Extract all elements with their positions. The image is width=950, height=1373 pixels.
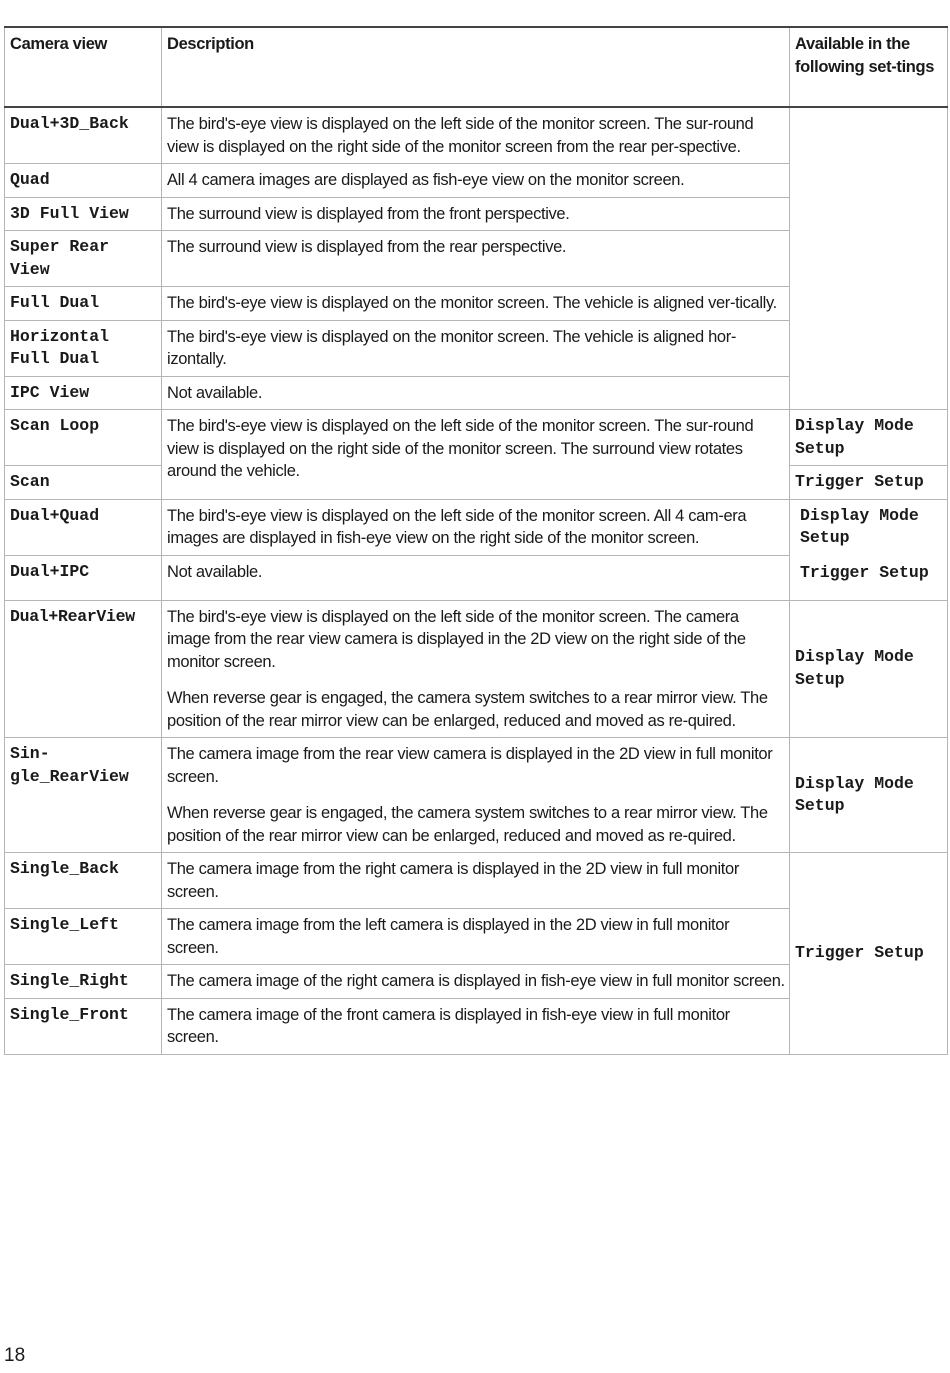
table-row xyxy=(5,499,948,555)
description-cell: The camera image from the rear view camera is displayed in the 2D view in full monitor screen. When reverse gear is engaged, the camera system switches to a rear mirror view. The position of the rear mirror view can be enlarged, reduced and moved as re-quired. xyxy=(162,738,790,853)
description-cell: The camera image from the left camera is displayed in the 2D view in full monitor screen. xyxy=(162,909,790,965)
table-row xyxy=(5,600,948,738)
settings-cell: Trigger Setup xyxy=(790,466,948,500)
camera-view-cell: IPC View xyxy=(5,376,162,410)
table-row xyxy=(5,107,948,164)
description-cell: The bird's-eye view is displayed on the left side of the monitor screen. The sur-round view is displayed on the right side of the monitor screen from the rear per-spective. xyxy=(162,107,790,164)
table-row xyxy=(5,410,948,466)
header-camera-view: Camera view xyxy=(5,27,162,107)
camera-view-cell: Single_Left xyxy=(5,909,162,965)
camera-view-cell: Single_Back xyxy=(5,853,162,909)
camera-view-cell: Dual+IPC xyxy=(5,555,162,600)
camera-view-cell: Dual+RearView xyxy=(5,600,162,738)
camera-view-cell: Super Rear View xyxy=(5,231,162,287)
description-cell: The bird's-eye view is displayed on the left side of the monitor screen. The sur-round view is displayed on the right side of the monitor screen. The surround view rotates around the vehicle. xyxy=(162,410,790,500)
settings-display-mode: Display Mode Setup xyxy=(800,505,919,547)
camera-view-table xyxy=(4,26,948,1055)
camera-view-cell: Quad xyxy=(5,164,162,198)
camera-view-cell: Dual+3D_Back xyxy=(5,107,162,164)
camera-view-cell: Single_Front xyxy=(5,998,162,1054)
camera-view-cell: Single_Right xyxy=(5,965,162,999)
settings-cell-empty xyxy=(790,107,948,410)
settings-cell: Display Mode Setup xyxy=(790,738,948,853)
header-description: Description xyxy=(162,27,790,107)
description-cell: The camera image of the right camera is displayed in fish-eye view in full monitor screen. xyxy=(162,965,790,999)
camera-view-cell: Full Dual xyxy=(5,287,162,321)
description-cell: The bird's-eye view is displayed on the monitor screen. The vehicle is aligned hor-izontally. xyxy=(162,320,790,376)
page-number: 18 xyxy=(4,1345,26,1366)
table-header-row xyxy=(5,27,948,107)
description-cell: The surround view is displayed from the rear perspective. xyxy=(162,231,790,287)
table-row xyxy=(5,738,948,853)
description-cell: The bird's-eye view is displayed on the monitor screen. The vehicle is aligned ver-tically. xyxy=(162,287,790,321)
settings-trigger: Trigger Setup xyxy=(800,562,929,582)
header-available-settings: Available in the following set-tings xyxy=(790,27,948,107)
description-cell: The camera image of the front camera is displayed in fish-eye view in full monitor screen. xyxy=(162,998,790,1054)
description-cell: Not available. xyxy=(162,555,790,600)
settings-cell: Trigger Setup xyxy=(790,853,948,1055)
camera-view-cell: Sin-gle_RearView xyxy=(5,738,162,853)
description-cell: Not available. xyxy=(162,376,790,410)
camera-view-cell: Horizontal Full Dual xyxy=(5,320,162,376)
description-cell: The surround view is displayed from the front perspective. xyxy=(162,197,790,231)
description-cell: The camera image from the right camera is displayed in the 2D view in full monitor screen. xyxy=(162,853,790,909)
settings-cell: Display Mode Setup xyxy=(790,410,948,466)
table-row xyxy=(5,853,948,909)
camera-view-cell: 3D Full View xyxy=(5,197,162,231)
description-cell: The bird's-eye view is displayed on the left side of the monitor screen. The camera image from the rear view camera is displayed in the 2D view on the right side of the monitor screen. When reverse gear is engaged, the camera system switches to a rear mirror view. The position of the rear mirror view can be enlarged, reduced and moved as re-quired. xyxy=(162,600,790,738)
settings-cell: Display Mode Setup xyxy=(790,600,948,738)
camera-view-cell: Scan Loop xyxy=(5,410,162,466)
description-cell: The bird's-eye view is displayed on the left side of the monitor screen. All 4 cam-era images are displayed in fish-eye view on the right side of the monitor screen. xyxy=(162,499,790,555)
camera-view-cell: Scan xyxy=(5,466,162,500)
camera-view-cell: Dual+Quad xyxy=(5,499,162,555)
settings-cell xyxy=(790,499,948,600)
description-cell: All 4 camera images are displayed as fish-eye view on the monitor screen. xyxy=(162,164,790,198)
